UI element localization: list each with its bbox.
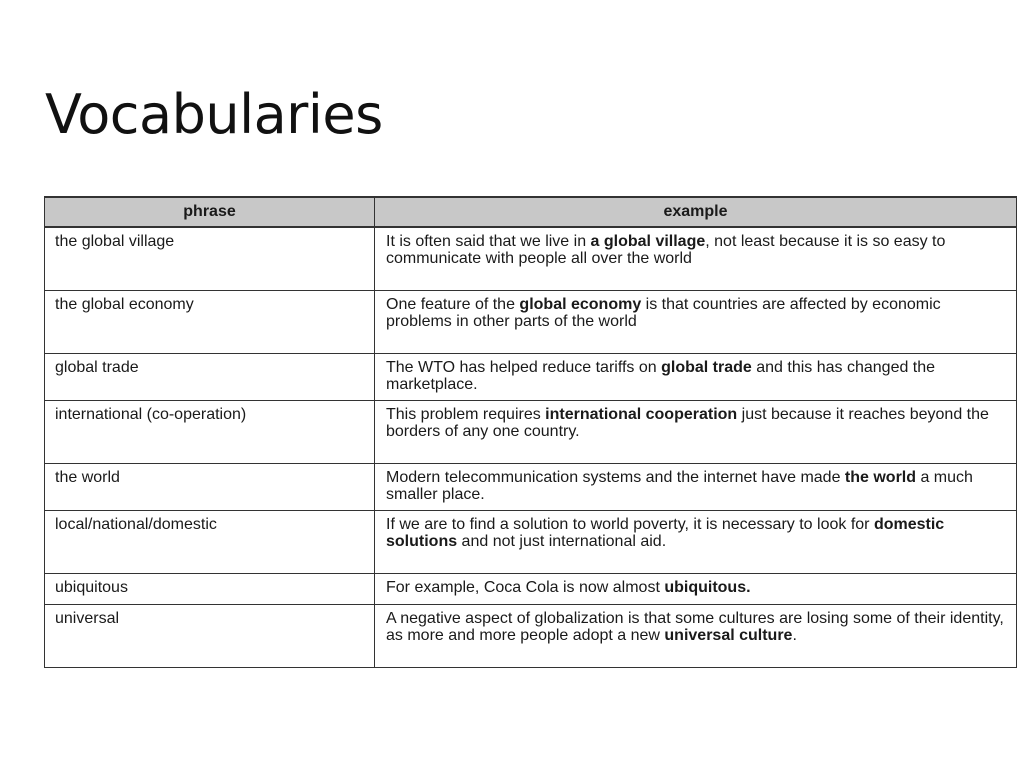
slide-title: Vocabularies — [45, 83, 383, 146]
example-text: For example, Coca Cola is now almost — [386, 579, 665, 596]
example-text: It is often said that we live in — [386, 233, 591, 250]
example-text: . — [792, 627, 797, 644]
example-cell — [375, 464, 1017, 511]
phrase-cell: international (co-operation) — [45, 401, 375, 464]
example-text: The WTO has helped reduce tariffs on — [386, 359, 662, 376]
example-text: If we are to find a solution to world poverty, it is necessary to look for — [386, 516, 874, 533]
phrase-cell: local/national/domestic — [45, 511, 375, 574]
example-text: A negative aspect of globalization is that some cultures are losing some of their identity, as more and more people adopt a new — [386, 610, 1004, 644]
table-row — [45, 574, 1017, 605]
example-cell — [375, 574, 1017, 605]
table-row — [45, 227, 1017, 291]
example-text: just because it reaches beyond the borders of any one country. — [386, 406, 989, 440]
column-header-phrase: phrase — [45, 197, 375, 227]
example-cell — [375, 227, 1017, 291]
example-cell — [375, 511, 1017, 574]
table-row — [45, 401, 1017, 464]
example-cell — [375, 354, 1017, 401]
column-header-example: example — [375, 197, 1017, 227]
vocabulary-table — [44, 196, 1017, 668]
phrase-cell: ubiquitous — [45, 574, 375, 605]
phrase-cell: universal — [45, 605, 375, 668]
example-highlight: universal culture — [664, 627, 793, 644]
example-cell — [375, 291, 1017, 354]
example-highlight: international cooperation — [545, 406, 738, 423]
example-text: This problem requires — [386, 406, 546, 423]
table-row — [45, 605, 1017, 668]
phrase-cell: global trade — [45, 354, 375, 401]
example-text: and not just international aid. — [457, 533, 667, 550]
table-row — [45, 464, 1017, 511]
table-row — [45, 354, 1017, 401]
example-highlight: ubiquitous. — [664, 579, 751, 596]
phrase-cell: the world — [45, 464, 375, 511]
example-highlight: global economy — [519, 296, 642, 313]
example-text: One feature of the — [386, 296, 520, 313]
phrase-cell: the global economy — [45, 291, 375, 354]
example-highlight: a global village — [590, 233, 706, 250]
table-row — [45, 511, 1017, 574]
example-text: , not least because it is so easy to communicate with people all over the world — [386, 233, 946, 267]
phrase-cell: the global village — [45, 227, 375, 291]
table-row — [45, 291, 1017, 354]
table-header-row — [45, 197, 1017, 227]
example-text: Modern telecommunication systems and the internet have made — [386, 469, 845, 486]
example-highlight: domestic solutions — [386, 516, 945, 550]
example-highlight: the world — [844, 469, 917, 486]
example-highlight: global trade — [661, 359, 752, 376]
example-text: is that countries are affected by economic problems in other parts of the world — [386, 296, 941, 330]
example-text: a much smaller place. — [386, 469, 973, 503]
example-text: and this has changed the marketplace. — [386, 359, 936, 393]
example-cell — [375, 401, 1017, 464]
example-cell — [375, 605, 1017, 668]
